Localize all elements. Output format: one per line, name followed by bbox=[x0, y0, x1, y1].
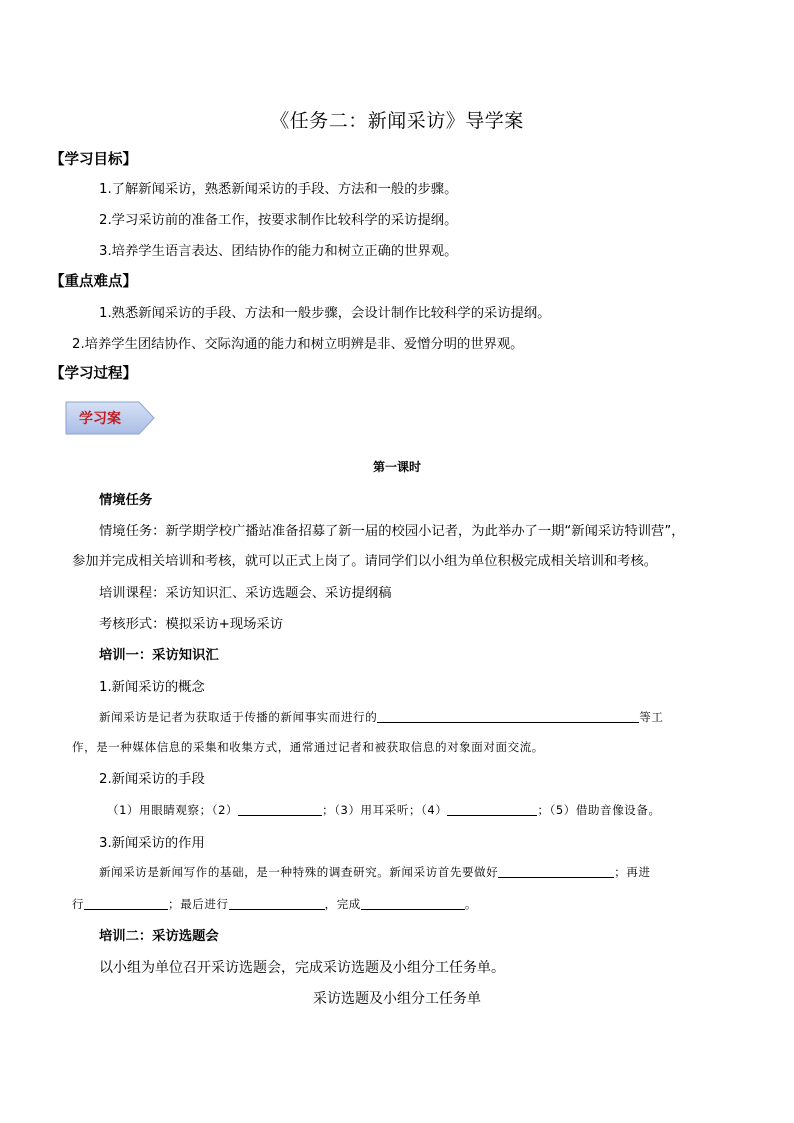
assessment-form: 考核形式：模拟采访+现场采访 bbox=[99, 617, 284, 632]
role-line-2: 行 ；最后进行 ，完成 。 bbox=[72, 897, 478, 911]
page-title: 《任务二：新闻采访》导学案 bbox=[270, 110, 524, 132]
concept-line-1: 新闻采访是记者为获取适于传播的新闻事实而进行的 等工 bbox=[99, 710, 664, 724]
role-title: 3.新闻采访的作用 bbox=[99, 836, 205, 851]
key-point-item-2: 2.培养学生团结协作、交际沟通的能力和树立明辨是非、爱憎分明的世界观。 bbox=[72, 337, 524, 352]
concept-blank[interactable] bbox=[377, 710, 639, 723]
goal-item-3: 3.培养学生语言表达、团结协作的能力和树立正确的世界观。 bbox=[99, 244, 458, 259]
scenario-line-2: 参加并完成相关培训和考核，就可以正式上岗了。请同学们以小组为单位积极完成相关培训和考核。 bbox=[72, 554, 658, 569]
key-points-heading: 【重点难点】 bbox=[50, 274, 137, 290]
role-blank-2[interactable] bbox=[84, 897, 168, 910]
means-title: 2.新闻采访的手段 bbox=[99, 772, 205, 787]
training1-heading: 培训一：采访知识汇 bbox=[99, 648, 219, 663]
session-title: 第一课时 bbox=[372, 460, 421, 474]
role-line-1: 新闻采访是新闻写作的基础，是一种特殊的调查研究。新闻采访首先要做好 ；再进 bbox=[99, 865, 651, 879]
role-blank-3[interactable] bbox=[229, 897, 325, 910]
goals-heading: 【学习目标】 bbox=[50, 152, 137, 168]
scenario-heading: 情境任务 bbox=[99, 493, 153, 508]
training2-text: 以小组为单位召开采访选题会，完成采访选题及小组分工任务单。 bbox=[99, 960, 505, 976]
goal-item-1: 1.了解新闻采访，熟悉新闻采访的手段、方法和一般的步骤。 bbox=[99, 182, 458, 197]
training2-heading: 培训二：采访选题会 bbox=[99, 929, 219, 944]
concept-line-2: 作，是一种媒体信息的采集和收集方式，通常通过记者和被获取信息的对象面对面交流。 bbox=[72, 740, 544, 754]
process-heading: 【学习过程】 bbox=[50, 366, 137, 382]
key-point-item-1: 1.熟悉新闻采访的手段、方法和一般步骤，会设计制作比较科学的采访提纲。 bbox=[99, 306, 551, 321]
means-blank-4[interactable] bbox=[447, 803, 537, 816]
scenario-line-1: 情境任务：新学期学校广播站准备招募了新一届的校园小记者，为此举办了一期“新闻采访特训营”， bbox=[99, 524, 685, 539]
training-course: 培训课程：采访知识汇、采访选题会、采访提纲稿 bbox=[99, 586, 392, 601]
means-line: （1）用眼睛观察；（2） ；（3）用耳采听；（4） ；（5）借助音像设备。 bbox=[107, 803, 661, 817]
study-plan-badge bbox=[65, 401, 155, 435]
concept-title: 1.新闻采访的概念 bbox=[99, 680, 205, 695]
role-blank-4[interactable] bbox=[361, 897, 465, 910]
task-table-caption: 采访选题及小组分工任务单 bbox=[313, 991, 481, 1007]
goal-item-2: 2.学习采访前的准备工作，按要求制作比较科学的采访提纲。 bbox=[99, 213, 458, 228]
means-blank-2[interactable] bbox=[238, 803, 322, 816]
role-blank-1[interactable] bbox=[498, 865, 614, 878]
badge-label: 学习案 bbox=[79, 411, 121, 427]
